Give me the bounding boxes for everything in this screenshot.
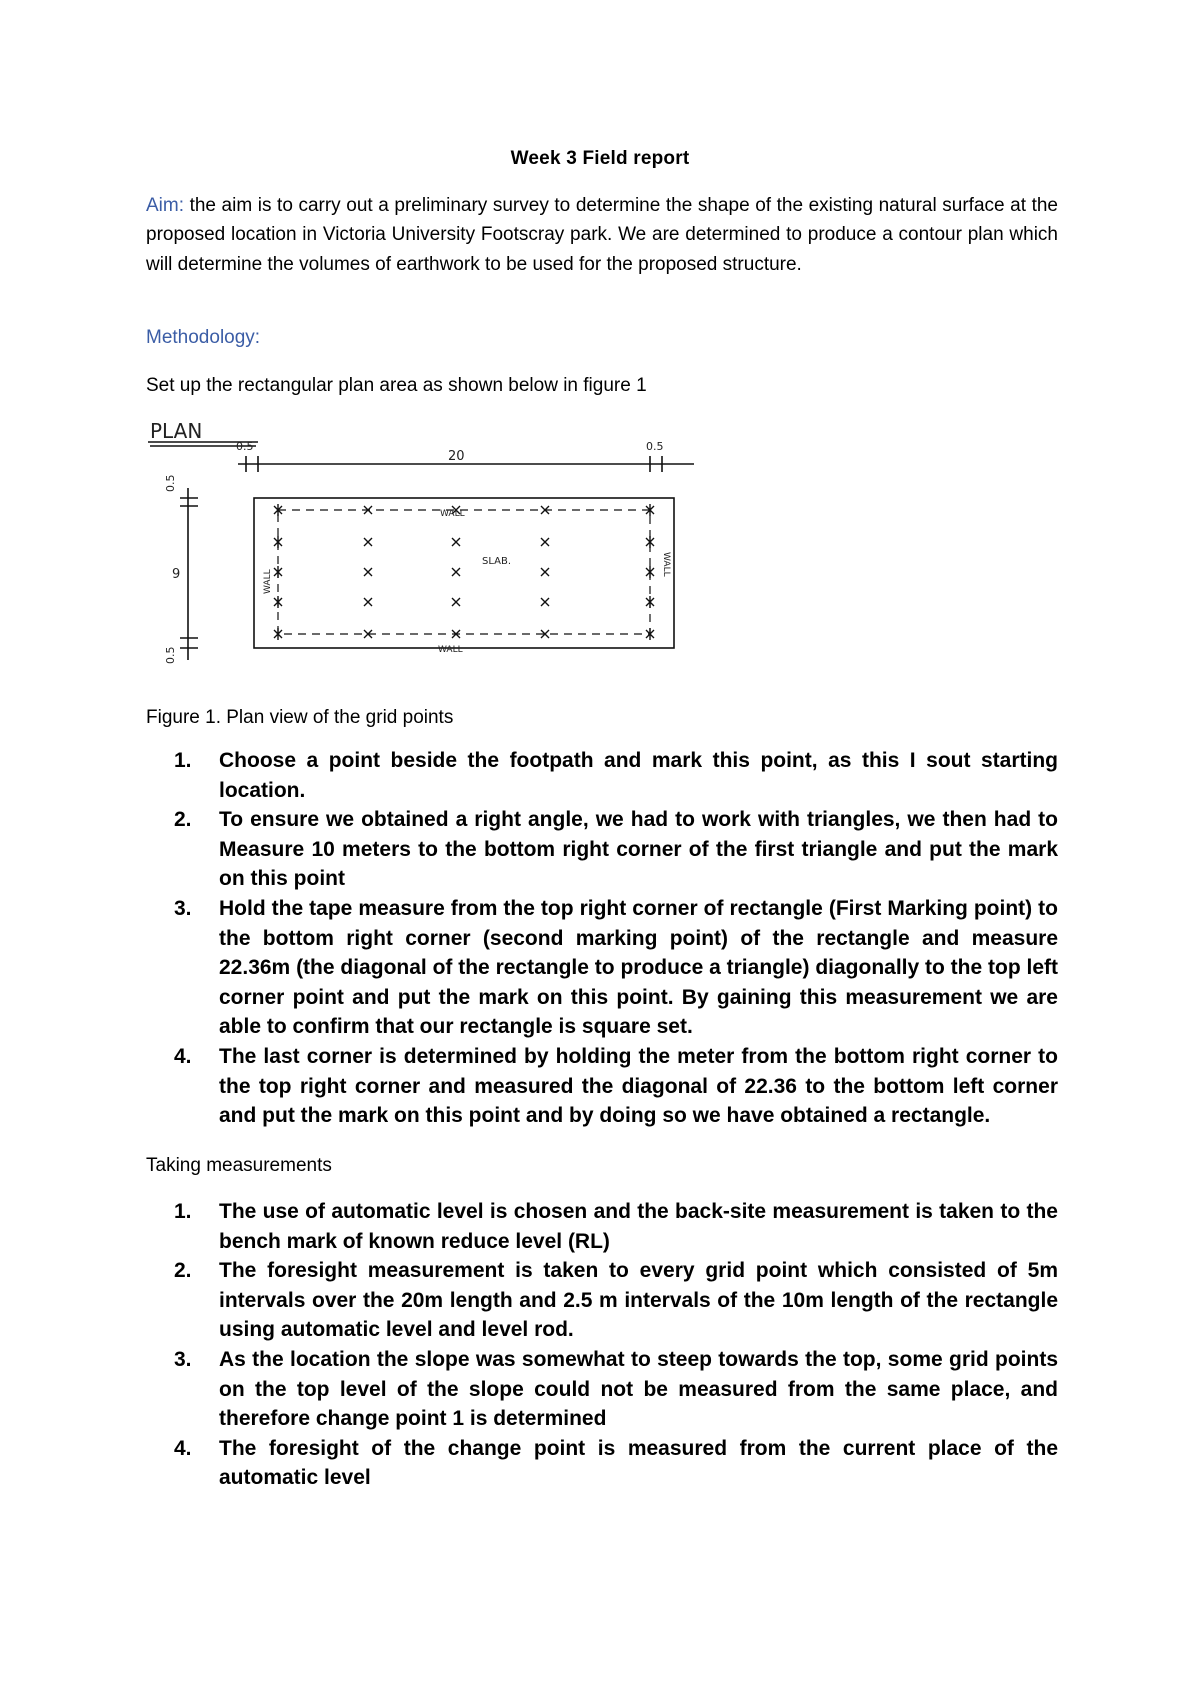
plan-sketch	[146, 412, 706, 672]
aim-label: Aim:	[146, 195, 184, 216]
setup-steps-list	[146, 746, 1058, 1131]
dim-top-left: 0.5	[236, 440, 254, 453]
list-item	[146, 1345, 1058, 1434]
list-number: 3.	[174, 1347, 192, 1371]
list-item	[146, 1256, 1058, 1345]
slab-label: SLAB.	[482, 556, 512, 567]
setup-text: Set up the rectangular plan area as shown below in figure 1	[146, 375, 647, 396]
wall-bottom-label: WALL	[438, 645, 463, 655]
aim-text: the aim is to carry out a preliminary survey to determine the shape of the existing natural surface at the proposed location in Victoria University Footscray park. We are determined to produce a contour plan which will determine the volumes of earthwork to be used for the proposed structure.	[146, 195, 1058, 275]
list-item	[146, 1197, 1058, 1256]
report-title: Week 3 Field report	[510, 148, 690, 169]
list-number: 1.	[174, 1200, 192, 1223]
wall-right-label: WALL	[661, 552, 671, 577]
dim-top-right: 0.5	[646, 440, 664, 453]
list-item	[146, 805, 1058, 894]
step-text: Choose a point beside the footpath and mark this point, as this I sout starting location.	[219, 749, 1058, 802]
list-number: 2.	[174, 1259, 192, 1283]
list-number: 4.	[174, 1044, 192, 1068]
measurement-step-text: The foresight measurement is taken to every grid point which consisted of 5m intervals over the 20m length and 2.5 m intervals of the 10m length of the rectangle using automatic level and level rod.	[219, 1259, 1058, 1342]
dim-side-mid: 9	[172, 567, 181, 582]
plan-figure	[146, 412, 706, 672]
measurement-step-text: As the location the slope was somewhat to steep towards the top, some grid points on the top level of the slope could not be measured from the same place, and therefore change point 1 is determined	[219, 1347, 1058, 1431]
measurement-step-text: The use of automatic level is chosen and the back-site measurement is taken to the bench mark of known reduce level (RL)	[219, 1200, 1058, 1253]
list-item	[146, 894, 1058, 1042]
step-text: To ensure we obtained a right angle, we had to work with triangles, we then had to Measure 10 meters to the bottom right corner of the first triangle and put the mark on this point	[219, 808, 1058, 891]
grid-row-2	[274, 536, 654, 548]
dim-side-top: 0.5	[164, 474, 177, 492]
grid-boundary	[278, 510, 650, 634]
list-item	[146, 1042, 1058, 1131]
measurement-step-text: The foresight of the change point is measured from the current place of the automatic level	[219, 1436, 1058, 1490]
list-item	[146, 746, 1058, 805]
list-number: 4.	[174, 1436, 192, 1460]
wall-left-label: WALL	[263, 569, 273, 594]
figure-caption: Figure 1. Plan view of the grid points	[146, 707, 454, 728]
step-text: Hold the tape measure from the top right corner of rectangle (First Marking point) to the bottom right corner (second marking point) of the rectangle and measure 22.36m (the diagonal of the rectangle to produce a triangle) diagonally to the top left corner point and put the mark on this point. By gaining this measurement we are able to confirm that our rectangle is square set.	[219, 896, 1058, 1039]
plan-label: PLAN	[150, 419, 203, 443]
wall-top-label: WALL	[440, 509, 465, 519]
dim-top-center: 20	[448, 449, 465, 464]
measurements-heading: Taking measurements	[146, 1155, 332, 1176]
grid-points	[274, 504, 654, 640]
step-text: The last corner is determined by holding the meter from the bottom right corner to the top right corner and measured the diagonal of 22.36 to the bottom left corner and put the mark on this point and by doing so we have obtained a rectangle.	[219, 1044, 1058, 1128]
aim-paragraph	[146, 191, 1058, 279]
measurement-steps-list	[146, 1197, 1058, 1493]
wall-outline	[254, 498, 674, 648]
grid-row-4	[274, 596, 654, 608]
list-number: 3.	[174, 896, 192, 920]
list-number: 1.	[174, 749, 192, 772]
grid-row-3	[274, 566, 654, 578]
list-item	[146, 1434, 1058, 1493]
list-number: 2.	[174, 808, 192, 832]
methodology-heading: Methodology:	[146, 327, 261, 348]
dim-side-bottom: 0.5	[164, 646, 177, 664]
